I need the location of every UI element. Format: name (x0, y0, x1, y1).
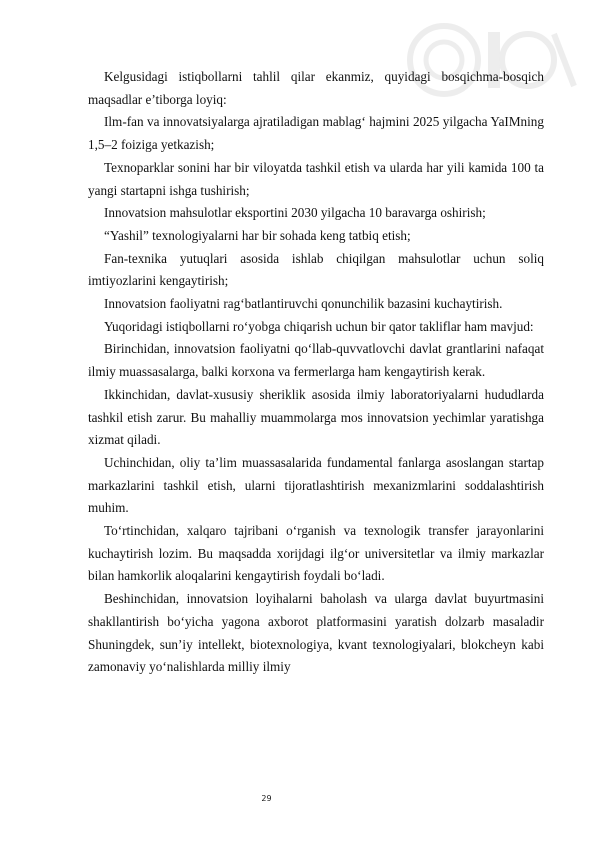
paragraph: Ilm-fan va innovatsiyalarga ajratiladigan mablag‘ hajmini 2025 yilgacha YaIMning 1,5–2 foiziga yetkazish; (88, 114, 544, 153)
paragraph: Innovatsion faoliyatni rag‘batlantiruvchi qonunchilik bazasini kuchaytirish. (104, 296, 503, 312)
body-text (88, 66, 544, 679)
paragraph: Yuqoridagi istiqbollarni ro‘yobga chiqarish uchun bir qator takliflar ham mavjud: (104, 318, 534, 334)
paragraph: To‘rtinchidan, xalqaro tajribani o‘rganish va texnologik transfer jarayonlarini kuchaytirish lozim. Bu maqsadda xorijdagi ilg‘or universitetlar va ilmiy markazlar bilan hamkorlik aloqalarini kengaytirish foydali bo‘ladi. (88, 523, 544, 584)
paragraph: Ikkinchidan, davlat-xususiy sheriklik asosida ilmiy laboratoriyalarni hududlarda tashkil etish zarur. Bu mahalliy muammolarga mos innovatsion yechimlar yaratishga xizmat qiladi. (88, 386, 544, 448)
paragraph: Kelgusidagi istiqbollarni tahlil qilar ekanmiz, quyidagi bosqichma-bosqich maqsadlar e’tiborga loyiq: (88, 69, 544, 107)
paragraph: “Yashil” texnologiyalarni har bir sohada keng tatbiq etish; (104, 227, 411, 243)
paragraph: Innovatsion mahsulotlar eksportini 2030 yilgacha 10 baravarga oshirish; (104, 205, 486, 221)
paragraph: Fan-texnika yutuqlari asosida ishlab chiqilgan mahsulotlar uchun soliq imtiyozlarini kengaytirish; (88, 250, 544, 289)
page-number (0, 794, 595, 803)
paragraph: Beshinchidan, innovatsion loyihalarni baholash va ularga davlat buyurtmasini shakllantirish bo‘yicha yagona axborot platformasini yaratish dolzarb masaladir Shuningdek, sun’iy intellekt, biotexnologiya, kvant texnologiyalari, blokcheyn kabi zamonaviy yo‘nalishlarda milliy ilmiy (88, 591, 544, 675)
paragraph: Uchinchidan, oliy ta’lim muassasalarida fundamental fanlarga asoslangan startap markazlarini tashkil etish, ularni tijoratlashtirish mexanizmlarini soddalashtirish muhim. (88, 454, 544, 516)
page-number-label: 29 (261, 794, 272, 803)
paragraph: Birinchidan, innovatsion faoliyatni qo‘llab-quvvatlovchi davlat grantlarini nafaqat ilmiy muassasalarga, balki korxona va fermerlarga ham kengaytirish kerak. (88, 341, 544, 380)
paragraph: Texnoparklar sonini har bir viloyatda tashkil etish va ularda har yili kamida 100 ta yangi startapni ishga tushirish; (88, 159, 544, 198)
